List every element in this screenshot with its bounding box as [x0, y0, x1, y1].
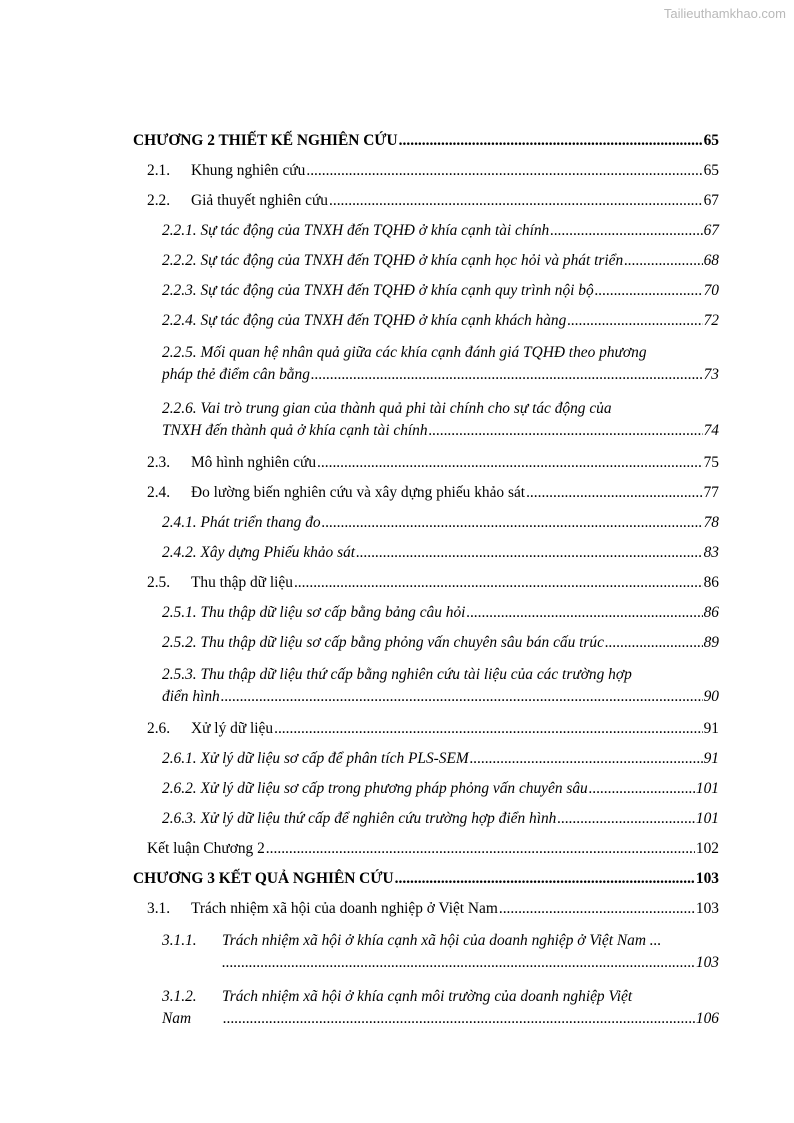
toc-chapter-2[interactable] [133, 131, 719, 161]
toc-label-line2: pháp thẻ điểm cân bằng [162, 366, 310, 383]
toc-chapter-3[interactable] [133, 869, 719, 899]
toc-label: CHƯƠNG 2 THIẾT KẾ NGHIÊN CỨU [133, 132, 398, 149]
dot-leader [356, 543, 703, 563]
toc-page: 77 [703, 484, 719, 501]
toc-page: 101 [695, 810, 719, 827]
toc-label-line1: 2.5.3. Thu thập dữ liệu thứ cấp bằng nghiên cứu tài liệu của các trường hợp [162, 666, 632, 683]
toc-page: 86 [703, 604, 719, 621]
toc-section-2-5[interactable] [133, 573, 719, 603]
toc-section-2-1[interactable] [133, 161, 719, 191]
toc-page: 65 [703, 162, 719, 179]
dot-leader [470, 749, 703, 769]
dot-leader [306, 161, 702, 181]
toc-section-2-2-4[interactable] [133, 311, 719, 341]
toc-label: 2.5.2. Thu thập dữ liệu sơ cấp bằng phỏng vấn chuyên sâu bán cấu trúc [162, 634, 604, 651]
toc-section-2-5-1[interactable] [133, 603, 719, 633]
toc-number: 2.3. [147, 454, 171, 471]
toc-section-2-2-6[interactable] [133, 397, 719, 443]
toc-label: 2.2.4. Sự tác động của TNXH đến TQHĐ ở khía cạnh khách hàng [162, 312, 567, 329]
toc-section-3-1-2[interactable] [133, 985, 719, 1031]
toc-section-2-2[interactable] [133, 191, 719, 221]
dot-leader [605, 633, 703, 653]
toc-label: Kết luận Chương 2 [147, 840, 265, 857]
toc-label: Xử lý dữ liệu [191, 720, 274, 737]
toc-section-2-6-2[interactable] [133, 779, 719, 809]
toc-label-line1: Trách nhiệm xã hội ở khía cạnh môi trường của doanh nghiệp Việt [222, 988, 633, 1005]
toc-label: 2.4.1. Phát triển thang đo [162, 514, 321, 531]
dot-leader [317, 453, 703, 473]
toc-section-2-2-2[interactable] [133, 251, 719, 281]
toc-page: 86 [703, 574, 719, 591]
toc-section-2-4-1[interactable] [133, 513, 719, 543]
dot-leader [624, 251, 702, 271]
toc-page: 103 [695, 900, 719, 917]
toc-section-2-6-1[interactable] [133, 749, 719, 779]
toc-page: 65 [703, 132, 719, 149]
toc-section-2-3[interactable] [133, 453, 719, 483]
toc-page: 91 [703, 750, 719, 767]
dot-leader [499, 899, 695, 919]
toc-section-3-1-1[interactable] [133, 929, 719, 975]
dot-leader [329, 191, 703, 211]
dot-leader [526, 483, 703, 503]
dot-leader [311, 365, 703, 385]
toc-label: CHƯƠNG 3 KẾT QUẢ NGHIÊN CỨU [133, 870, 394, 887]
toc-label-line1: 2.2.5. Mối quan hệ nhân quả giữa các khía cạnh đánh giá TQHĐ theo phương [162, 344, 647, 361]
dot-leader [274, 719, 703, 739]
toc-section-2-5-3[interactable] [133, 663, 719, 709]
dot-leader [395, 869, 695, 889]
toc-label: Đo lường biến nghiên cứu và xây dựng phiếu khảo sát [191, 484, 526, 501]
toc-page: 89 [703, 634, 719, 651]
toc-page: 106 [695, 1010, 719, 1027]
dot-leader [294, 573, 703, 593]
toc-label: 2.2.3. Sự tác động của TNXH đến TQHĐ ở khía cạnh quy trình nội bộ [162, 282, 594, 299]
dot-leader [266, 839, 695, 859]
toc-page: 75 [703, 454, 719, 471]
toc-page: 72 [703, 312, 719, 329]
toc-label-line2: TNXH đến thành quả ở khía cạnh tài chính [162, 422, 428, 439]
toc-label-line2: Nam [162, 1010, 192, 1027]
toc-page: 90 [703, 688, 719, 705]
dot-leader [223, 1009, 695, 1029]
toc-label-line1: 2.2.6. Vai trò trung gian của thành quả phi tài chính cho sự tác động của [162, 400, 612, 417]
toc-page: 83 [703, 544, 719, 561]
toc-page: 74 [703, 422, 719, 439]
toc-label: 2.2.1. Sự tác động của TNXH đến TQHĐ ở khía cạnh tài chính [162, 222, 550, 239]
toc-label: 2.6.3. Xử lý dữ liệu thứ cấp để nghiên cứu trường hợp điển hình [162, 810, 557, 827]
dot-leader [322, 513, 703, 533]
watermark: Tailieuthamkhao.com [663, 6, 786, 21]
toc-label: 2.5.1. Thu thập dữ liệu sơ cấp bằng bảng câu hỏi [162, 604, 466, 621]
dot-leader [595, 281, 703, 301]
toc-number: 2.4. [147, 484, 171, 501]
dot-leader [399, 131, 703, 151]
toc-page: 91 [703, 720, 719, 737]
toc-section-2-2-3[interactable] [133, 281, 719, 311]
toc-label: Thu thập dữ liệu [191, 574, 293, 591]
toc-page: 70 [703, 282, 719, 299]
dot-leader [429, 421, 703, 441]
toc-conclusion-chapter-2[interactable] [133, 839, 719, 869]
dot-leader [557, 809, 695, 829]
toc-number: 2.5. [147, 574, 171, 591]
toc-page: 67 [703, 222, 719, 239]
dot-leader [589, 779, 695, 799]
toc-page: 73 [703, 366, 719, 383]
toc-page: 103 [695, 870, 719, 887]
toc-label: 2.6.1. Xử lý dữ liệu sơ cấp để phân tích PLS-SEM [162, 750, 469, 767]
toc-label-line2: điển hình [162, 688, 220, 705]
toc-section-2-4[interactable] [133, 483, 719, 513]
toc-page: 102 [695, 840, 719, 857]
toc-section-3-1[interactable] [133, 899, 719, 929]
toc-number: 2.2. [147, 192, 171, 209]
dot-leader [466, 603, 702, 623]
toc-page: 101 [695, 780, 719, 797]
dot-leader [221, 687, 703, 707]
toc-number: 3.1.1. [162, 932, 197, 949]
toc-label: 2.2.2. Sự tác động của TNXH đến TQHĐ ở khía cạnh học hỏi và phát triển [162, 252, 624, 269]
dot-leader [222, 953, 695, 973]
toc-number: 3.1.2. [162, 988, 197, 1005]
table-of-contents [133, 131, 719, 1041]
toc-label: Giả thuyết nghiên cứu [191, 192, 328, 209]
toc-section-2-2-5[interactable] [133, 341, 719, 387]
toc-page: 68 [703, 252, 719, 269]
toc-label: 2.4.2. Xây dựng Phiếu khảo sát [162, 544, 356, 561]
toc-section-2-4-2[interactable] [133, 543, 719, 573]
toc-section-2-6-3[interactable] [133, 809, 719, 839]
toc-section-2-5-2[interactable] [133, 633, 719, 663]
toc-label: Trách nhiệm xã hội ở khía cạnh xã hội của doanh nghiệp ở Việt Nam ... [222, 932, 662, 949]
toc-number: 2.1. [147, 162, 171, 179]
toc-page: 78 [703, 514, 719, 531]
toc-section-2-2-1[interactable] [133, 221, 719, 251]
toc-page: 103 [695, 954, 719, 971]
toc-page: 67 [703, 192, 719, 209]
toc-label: Trách nhiệm xã hội của doanh nghiệp ở Việt Nam [191, 900, 498, 917]
toc-label: 2.6.2. Xử lý dữ liệu sơ cấp trong phương pháp phỏng vấn chuyên sâu [162, 780, 588, 797]
toc-label: Mô hình nghiên cứu [191, 454, 317, 471]
toc-label: Khung nghiên cứu [191, 162, 306, 179]
dot-leader [567, 311, 702, 331]
dot-leader [550, 221, 702, 241]
toc-number: 2.6. [147, 720, 171, 737]
toc-section-2-6[interactable] [133, 719, 719, 749]
toc-number: 3.1. [147, 900, 171, 917]
